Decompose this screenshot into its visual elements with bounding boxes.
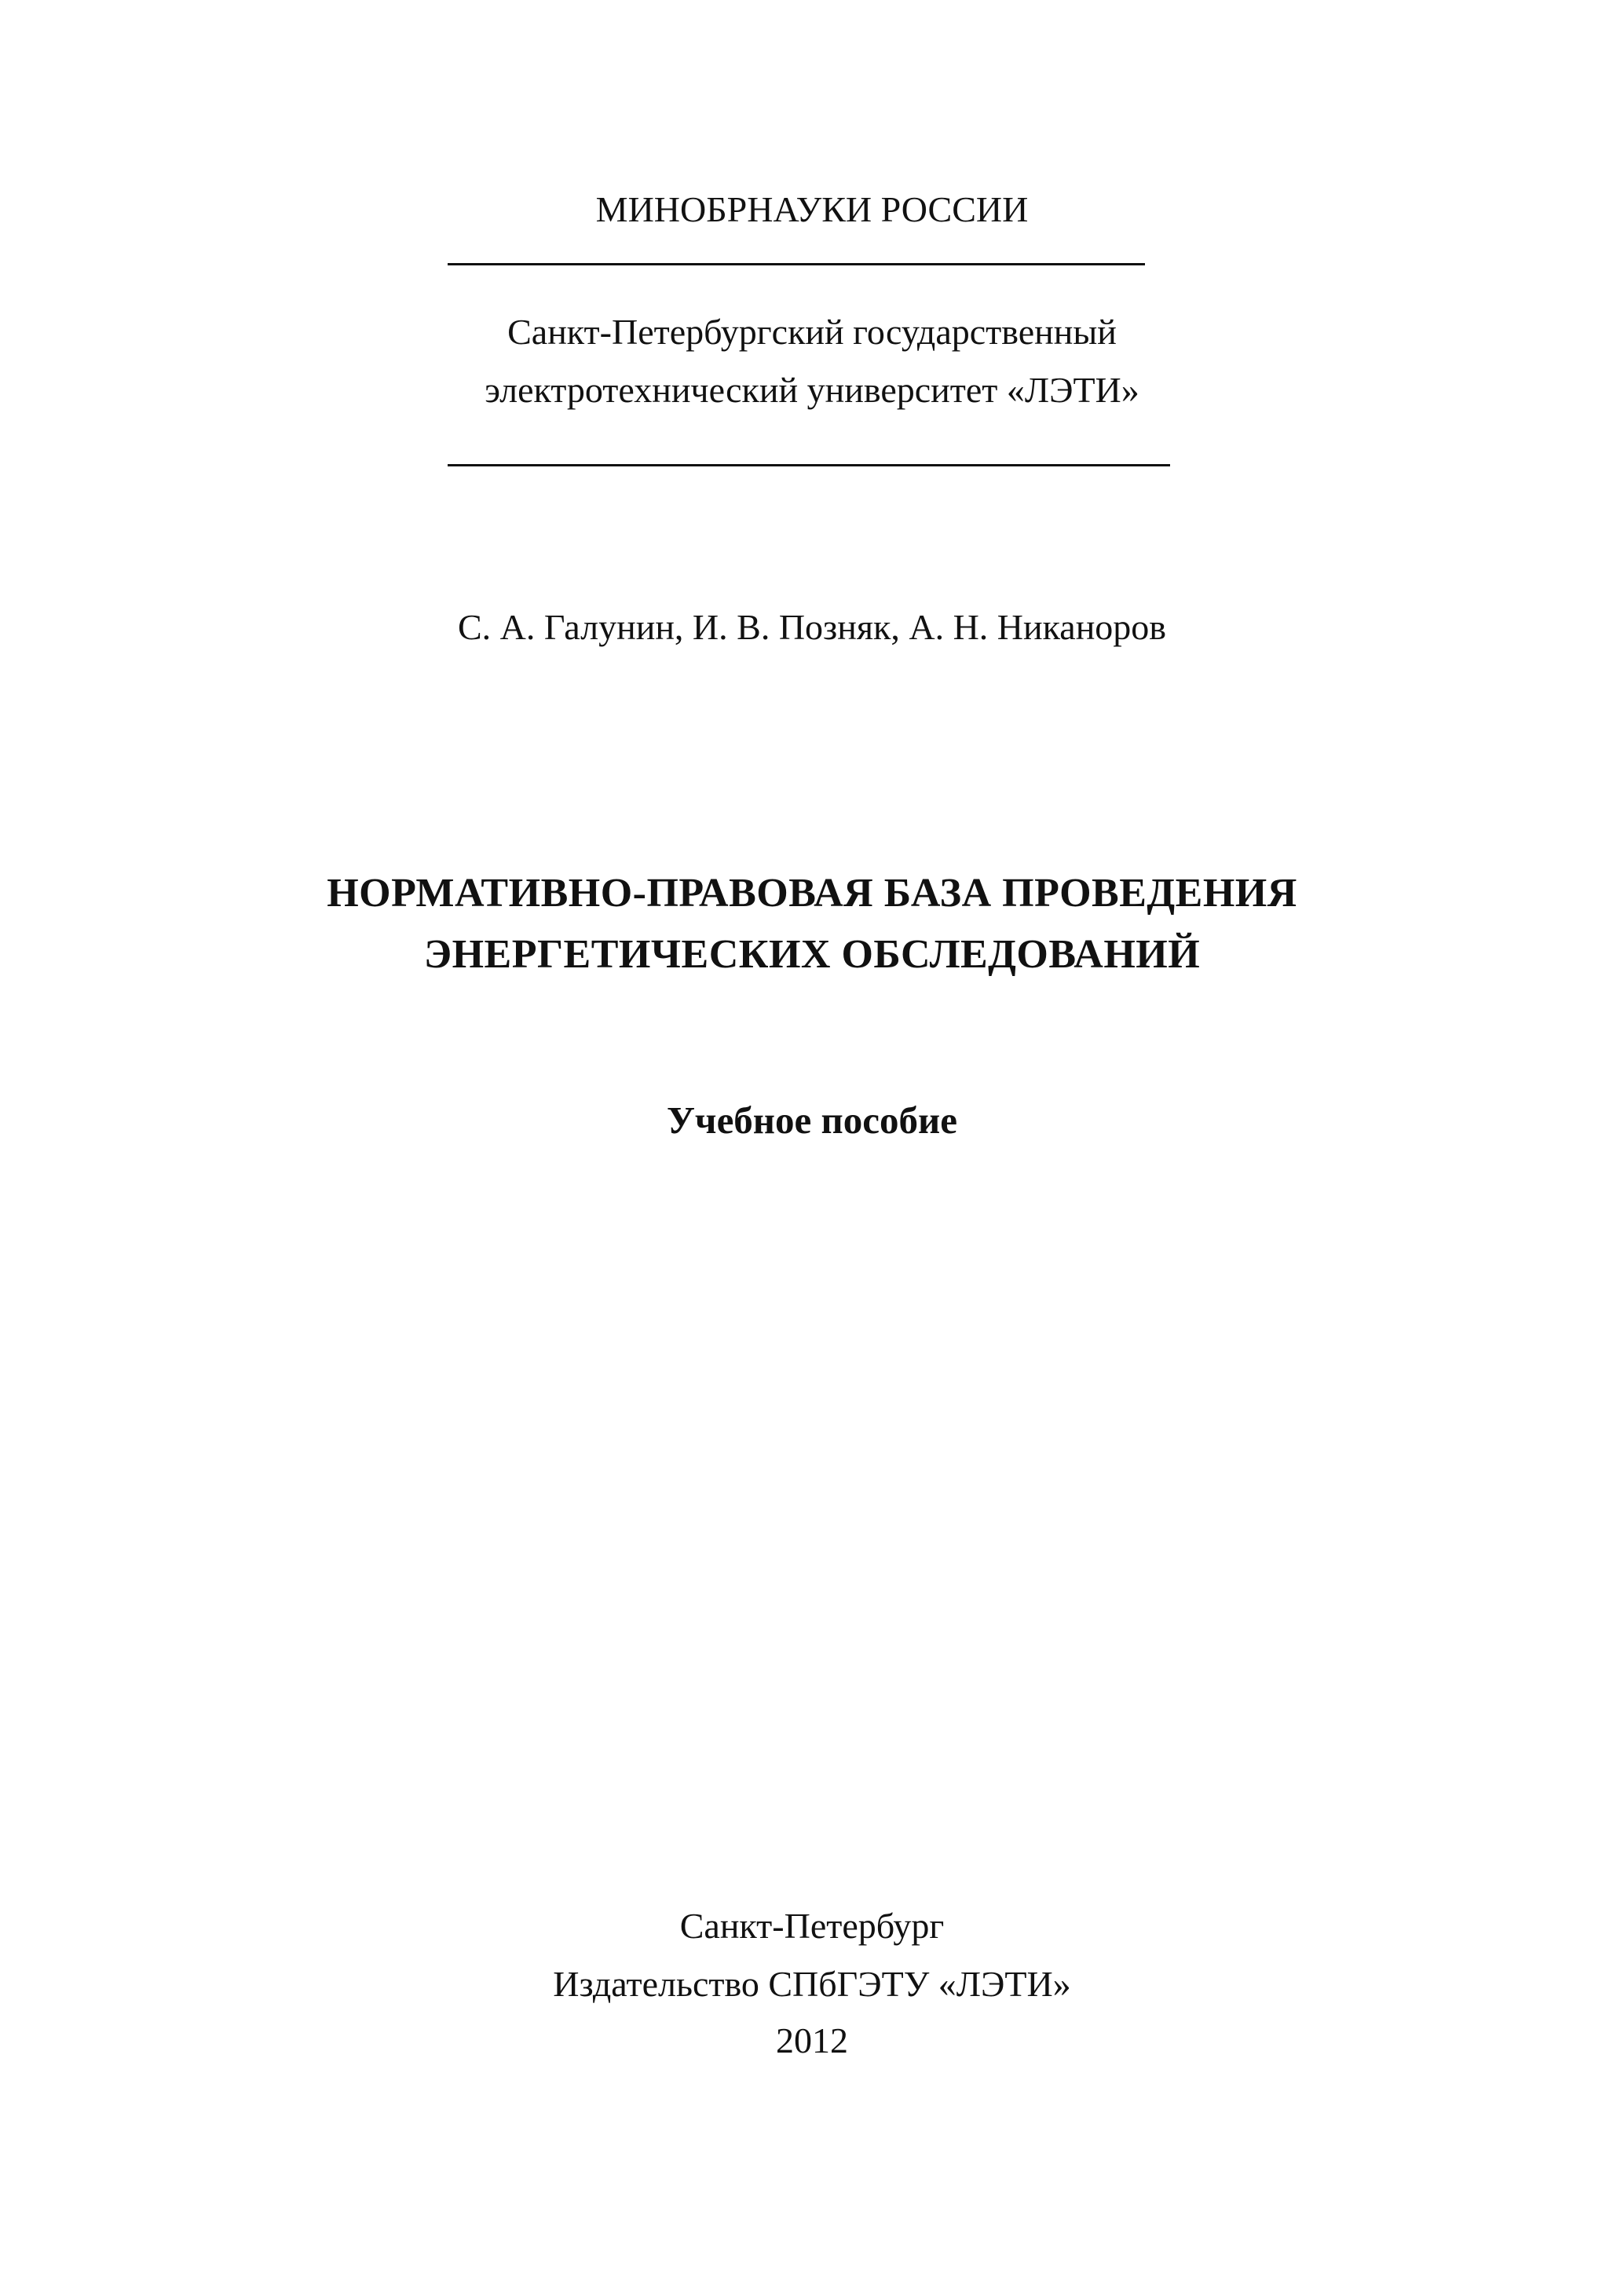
publication-year: 2012 — [776, 2020, 848, 2060]
authors: С. А. Галунин, И. В. Позняк, А. Н. Никаноров — [457, 607, 1167, 647]
document-title-line1: НОРМАТИВНО-ПРАВОВАЯ БАЗА ПРОВЕДЕНИЯ — [327, 871, 1297, 916]
top-divider — [448, 263, 1145, 265]
university-name-line1: Санкт-Петербургский государственный — [507, 312, 1117, 352]
document-type: Учебное пособие — [666, 1099, 958, 1142]
bottom-divider — [448, 464, 1170, 466]
publication-city: Санкт-Петербург — [679, 1906, 945, 1946]
ministry-name: МИНОБРНАУКИ РОССИИ — [595, 189, 1029, 229]
university-name-line2: электротехнический университет «ЛЭТИ» — [485, 370, 1139, 410]
document-title-line2: ЭНЕРГЕТИЧЕСКИХ ОБСЛЕДОВАНИЙ — [423, 932, 1201, 977]
publisher: Издательство СПбГЭТУ «ЛЭТИ» — [553, 1964, 1071, 2004]
